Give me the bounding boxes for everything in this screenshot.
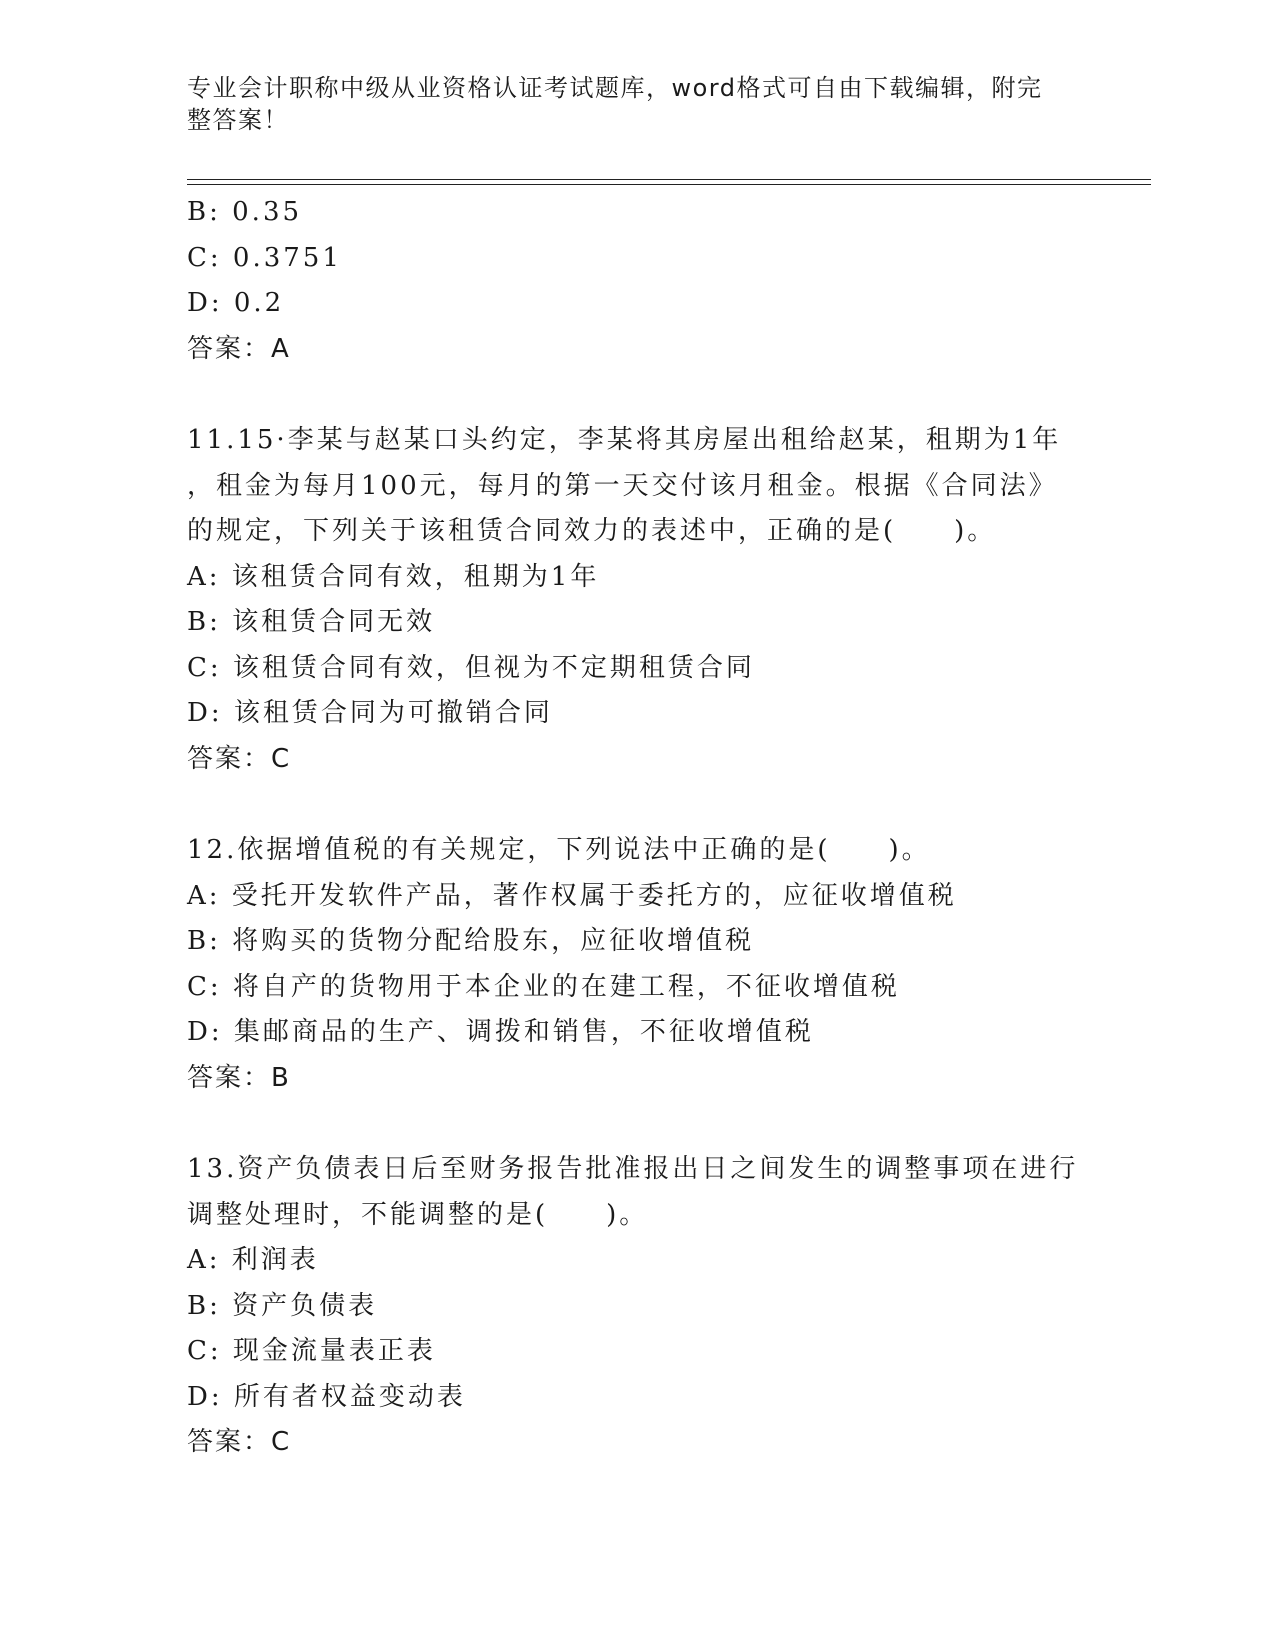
option-d: D: 该租赁合同为可撤销合同: [187, 698, 553, 728]
option-b: B: 该租赁合同无效: [187, 607, 436, 637]
spacer: [187, 782, 1087, 828]
page-header: 专业会计职称中级从业资格认证考试题库，word格式可自由下载编辑，附完整答案！: [187, 74, 1043, 134]
option-b: B: 将购买的货物分配给股东，应征收增值税: [187, 926, 755, 956]
question-content: [187, 190, 1087, 1466]
option-a: A: 受托开发软件产品，著作权属于委托方的，应征收增值税: [187, 880, 957, 911]
answer-line: 答案：C: [187, 1427, 292, 1457]
answer-line: 答案：C: [187, 743, 292, 774]
question-text-line: 11.15·李某与赵某口头约定，李某将其房屋出租给赵某，租期为1年: [187, 425, 1062, 455]
option-c: C: 将自产的货物用于本企业的在建工程，不征收增值税: [187, 971, 900, 1002]
option-a: A: 该租赁合同有效，租期为1年: [187, 561, 600, 592]
question-text-line: ，租金为每月100元，每月的第一天交付该月租金。根据《合同法》: [187, 470, 1058, 501]
option-b: B: 0.35: [187, 197, 303, 227]
answer-line: 答案：A: [187, 333, 291, 364]
option-b: B: 资产负债表: [187, 1290, 378, 1321]
question-block-11: [187, 418, 1087, 782]
question-text-line: 调整处理时，不能调整的是( )。: [187, 1199, 649, 1230]
answer-line: 答案：B: [187, 1062, 291, 1093]
option-a: A: 利润表: [187, 1245, 319, 1275]
option-d: D: 0.2: [187, 288, 285, 318]
option-c: C: 现金流量表正表: [187, 1336, 436, 1366]
option-d: D: 集邮商品的生产、调拨和销售，不征收增值税: [187, 1017, 814, 1047]
question-text-line: 12.依据增值税的有关规定，下列说法中正确的是( )。: [187, 835, 931, 865]
header-rule-bottom: [187, 184, 1151, 185]
question-text-line: 的规定，下列关于该租赁合同效力的表述中，正确的是( )。: [187, 516, 997, 546]
header-rule-top: [187, 179, 1151, 180]
spacer: [187, 372, 1087, 418]
option-c: C: 该租赁合同有效，但视为不定期租赁合同: [187, 652, 755, 683]
question-text-line: 13.资产负债表日后至财务报告批准报出日之间发生的调整事项在进行: [187, 1154, 1079, 1184]
option-c: C: 0.3751: [187, 242, 342, 273]
question-block-13: [187, 1147, 1087, 1466]
question-block-12: [187, 828, 1087, 1101]
spacer: [187, 1101, 1087, 1147]
option-d: D: 所有者权益变动表: [187, 1381, 466, 1412]
question-block-10-tail: [187, 190, 1087, 372]
